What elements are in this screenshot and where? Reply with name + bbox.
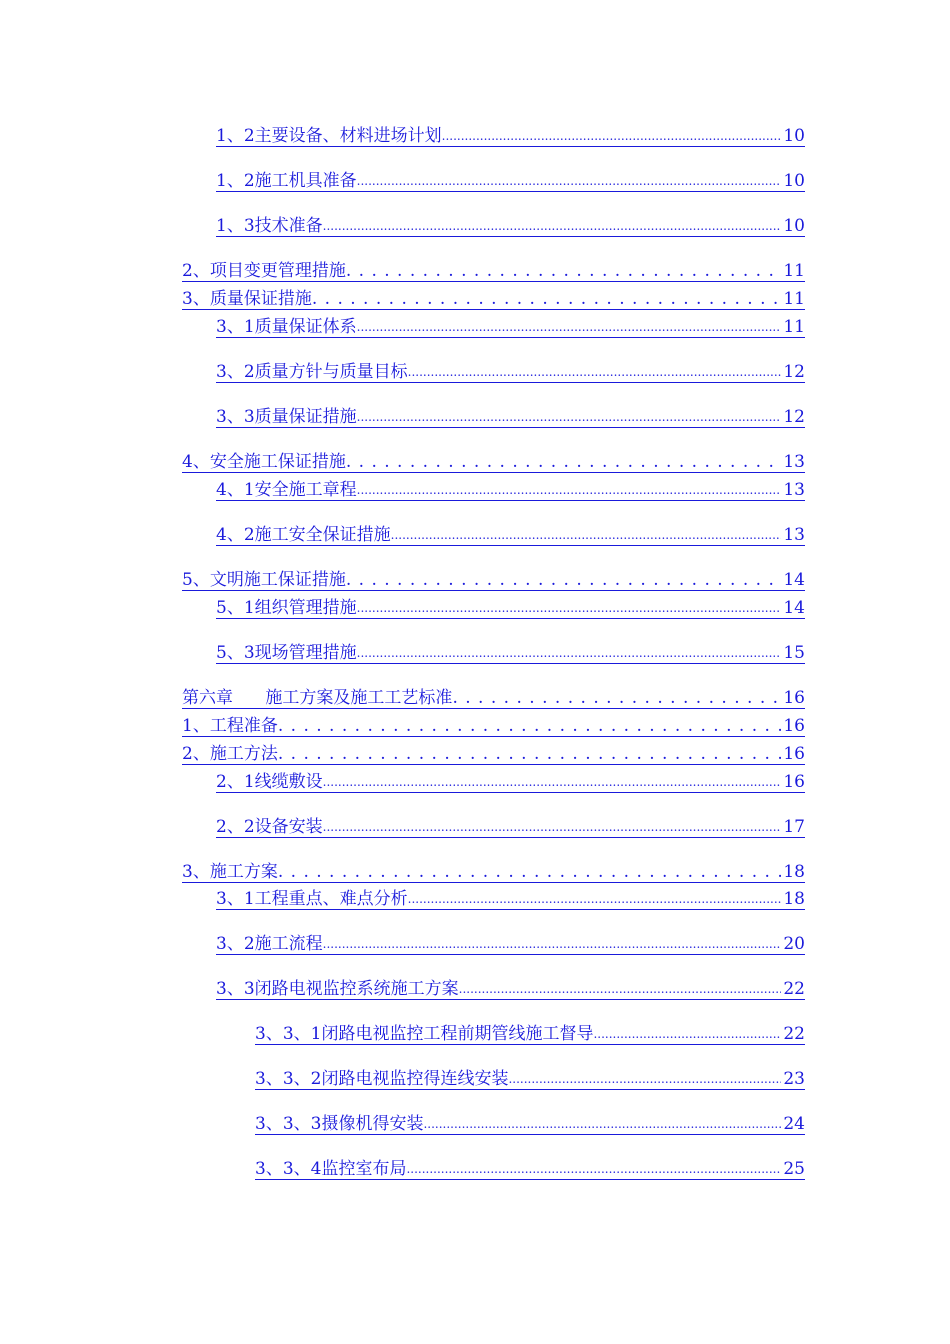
toc-entry-title: 3、3、1闭路电视监控工程前期管线施工督导 <box>255 1024 594 1044</box>
toc-page-number: 15 <box>783 643 805 663</box>
toc-entry-3-3-cctv-plan[interactable] <box>216 980 805 1000</box>
toc-entry-3-quality-measures[interactable] <box>182 290 805 310</box>
toc-entry-title: 2、2设备安装 <box>216 817 323 837</box>
toc-page-number: 20 <box>783 934 805 954</box>
toc-page-number: 13 <box>783 452 805 472</box>
toc-entry-3-1-key-points[interactable] <box>216 890 805 910</box>
toc-entry-1-2-machinery[interactable] <box>216 172 805 192</box>
toc-page-number: 25 <box>783 1159 805 1179</box>
toc-page-number: 14 <box>783 570 805 590</box>
toc-entry-3-3-3-camera-installation[interactable] <box>255 1115 805 1135</box>
toc-page-number: 13 <box>783 480 805 500</box>
toc-page-number: 16 <box>783 688 805 708</box>
toc-entry-1-project-preparation[interactable] <box>182 717 805 737</box>
toc-entry-3-2-quality-policy[interactable] <box>216 363 805 383</box>
toc-entry-title: 5、1组织管理措施 <box>216 598 357 618</box>
toc-dot-leader <box>357 407 782 428</box>
toc-page-number: 23 <box>783 1069 805 1089</box>
toc-dot-leader <box>346 261 782 282</box>
toc-entry-title: 4、1安全施工章程 <box>216 480 357 500</box>
toc-page-number: 10 <box>783 126 805 146</box>
toc-dot-leader <box>459 979 782 1000</box>
toc-entry-3-3-2-wiring-installation[interactable] <box>255 1070 805 1090</box>
toc-entry-3-3-quality-measures[interactable] <box>216 408 805 428</box>
toc-entry-title: 3、3、2闭路电视监控得连线安装 <box>255 1069 509 1089</box>
toc-entry-title: 1、2施工机具准备 <box>216 171 357 191</box>
toc-entry-title: 2、1线缆敷设 <box>216 772 323 792</box>
toc-page-number: 18 <box>783 862 805 882</box>
toc-dot-leader <box>357 643 782 664</box>
toc-entry-5-1-organization[interactable] <box>216 599 805 619</box>
toc-page-number: 11 <box>783 261 805 281</box>
toc-dot-leader <box>346 570 782 591</box>
toc-entry-4-1-safety-rules[interactable] <box>216 481 805 501</box>
toc-page-number: 11 <box>783 289 805 309</box>
toc-entry-4-2-safety-measures[interactable] <box>216 526 805 546</box>
toc-entry-3-2-process[interactable] <box>216 935 805 955</box>
toc-dot-leader <box>346 452 782 473</box>
toc-entry-title: 1、2主要设备、材料进场计划 <box>216 126 442 146</box>
toc-dot-leader <box>357 598 782 619</box>
toc-entry-title: 2、项目变更管理措施 <box>182 261 346 281</box>
toc-entry-title: 3、1工程重点、难点分析 <box>216 889 408 909</box>
toc-dot-leader <box>323 934 782 955</box>
toc-dot-leader <box>323 817 782 838</box>
toc-entry-title: 3、3、3摄像机得安装 <box>255 1114 424 1134</box>
toc-dot-leader <box>593 1024 781 1045</box>
toc-entry-1-3-technical[interactable] <box>216 217 805 237</box>
toc-page-number: 10 <box>783 171 805 191</box>
toc-entry-2-1-cable-laying[interactable] <box>216 773 805 793</box>
toc-page-number: 14 <box>783 598 805 618</box>
toc-page-number: 11 <box>783 317 805 337</box>
toc-entry-title: 3、3闭路电视监控系统施工方案 <box>216 979 459 999</box>
toc-dot-leader <box>423 1114 781 1135</box>
toc-page-number: 17 <box>783 817 805 837</box>
toc-entry-title: 3、质量保证措施 <box>182 289 312 309</box>
toc-entry-title: 5、文明施工保证措施 <box>182 570 346 590</box>
toc-page-number: 16 <box>783 744 805 764</box>
toc-page-number: 16 <box>783 716 805 736</box>
toc-entry-2-construction-method[interactable] <box>182 745 805 765</box>
toc-entry-3-3-1-pipeline-supervision[interactable] <box>255 1025 805 1045</box>
toc-entry-chapter-6[interactable] <box>182 689 805 709</box>
toc-entry-title: 3、3质量保证措施 <box>216 407 357 427</box>
toc-dot-leader <box>323 772 782 793</box>
toc-page-number: 18 <box>783 889 805 909</box>
toc-page-number: 24 <box>783 1114 805 1134</box>
toc-dot-leader <box>452 688 781 709</box>
toc-dot-leader <box>508 1069 781 1090</box>
toc-dot-leader <box>357 317 782 338</box>
toc-entry-2-change-management[interactable] <box>182 262 805 282</box>
toc-dot-leader <box>278 716 782 737</box>
toc-entry-title: 2、施工方法 <box>182 744 278 764</box>
toc-dot-leader <box>442 126 782 147</box>
toc-entry-title: 3、3、4监控室布局 <box>255 1159 407 1179</box>
toc-entry-3-construction-plan[interactable] <box>182 863 805 883</box>
toc-entry-title: 4、安全施工保证措施 <box>182 452 346 472</box>
toc-dot-leader <box>357 171 782 192</box>
toc-entry-5-3-site-management[interactable] <box>216 644 805 664</box>
toc-dot-leader <box>391 525 782 546</box>
toc-entry-1-2-equipment-plan[interactable] <box>216 127 805 147</box>
toc-page-number: 16 <box>783 772 805 792</box>
toc-page-number: 12 <box>783 362 805 382</box>
toc-entry-2-2-equipment-installation[interactable] <box>216 818 805 838</box>
toc-dot-leader <box>408 362 782 383</box>
toc-dot-leader <box>278 744 782 765</box>
toc-dot-leader <box>323 216 782 237</box>
toc-entry-title: 1、工程准备 <box>182 716 278 736</box>
toc-page-number: 22 <box>783 1024 805 1044</box>
toc-entry-5-civilized-construction[interactable] <box>182 571 805 591</box>
toc-dot-leader <box>278 862 782 883</box>
toc-entry-3-3-4-control-room-layout[interactable] <box>255 1160 805 1180</box>
toc-entry-title: 4、2施工安全保证措施 <box>216 525 391 545</box>
toc-page-number: 10 <box>783 216 805 236</box>
toc-entry-title: 1、3技术准备 <box>216 216 323 236</box>
toc-entry-title: 3、施工方案 <box>182 862 278 882</box>
toc-dot-leader <box>406 1159 781 1180</box>
toc-page-number: 22 <box>783 979 805 999</box>
toc-dot-leader <box>408 889 782 910</box>
toc-entry-title: 5、3现场管理措施 <box>216 643 357 663</box>
toc-entry-title: 3、2施工流程 <box>216 934 323 954</box>
toc-page-number: 12 <box>783 407 805 427</box>
toc-entry-title: 3、2质量方针与质量目标 <box>216 362 408 382</box>
toc-dot-leader <box>312 289 782 310</box>
toc-entry-title: 第六章 施工方案及施工工艺标准 <box>182 688 453 708</box>
toc-entry-3-1-quality-system[interactable] <box>216 318 805 338</box>
toc-entry-4-safety-measures[interactable] <box>182 453 805 473</box>
toc-page-number: 13 <box>783 525 805 545</box>
toc-dot-leader <box>357 480 782 501</box>
toc-entry-title: 3、1质量保证体系 <box>216 317 357 337</box>
